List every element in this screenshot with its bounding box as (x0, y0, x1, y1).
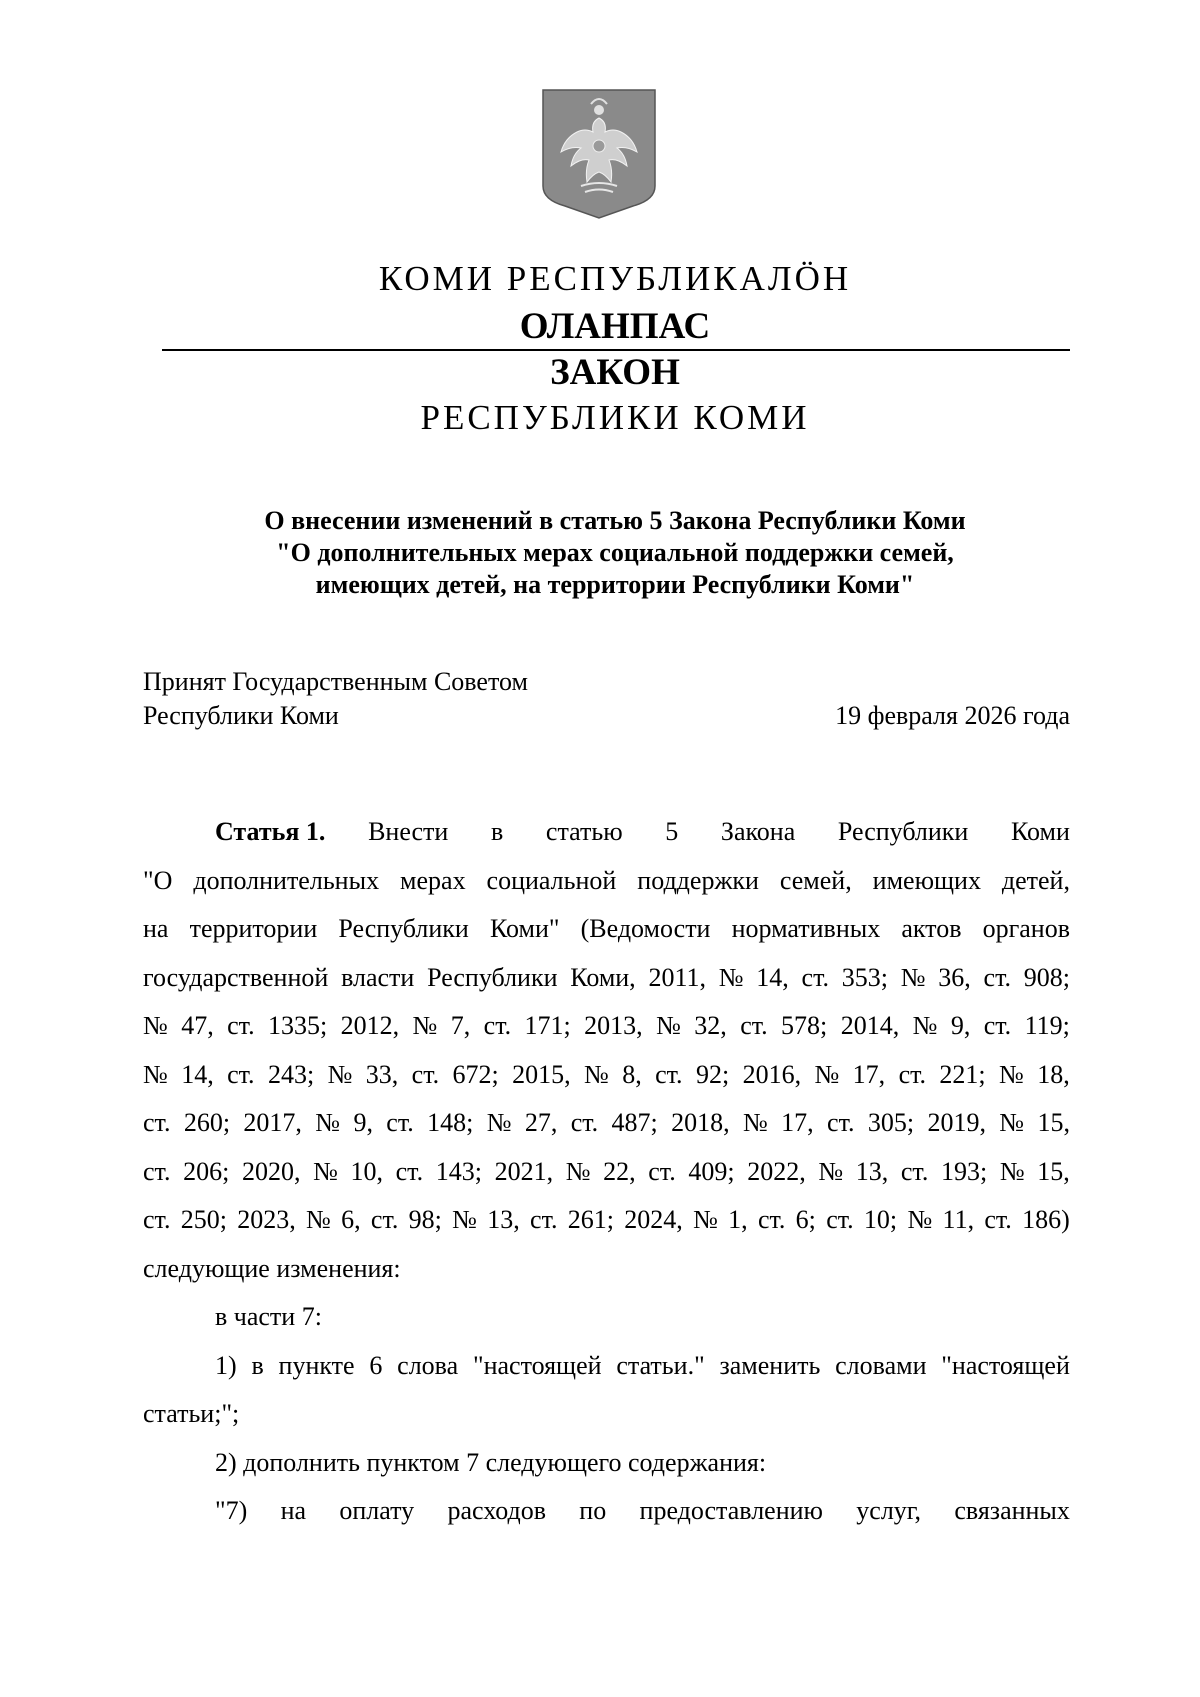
word: 171; (524, 1011, 571, 1040)
word: № (452, 1205, 477, 1234)
word: 2013, (584, 1011, 643, 1040)
word: № (818, 1156, 844, 1186)
adopted-by-line: Республики Коми (143, 701, 339, 730)
word: № (693, 1205, 718, 1234)
word: ст. (570, 1108, 599, 1137)
item-1-continuation: статьи;"; (143, 1399, 240, 1428)
word: 305; (867, 1108, 915, 1137)
word: 18, (1037, 1059, 1070, 1089)
word: 119; (1024, 1011, 1070, 1040)
word: 2024, (624, 1205, 683, 1234)
word: 6; (795, 1205, 816, 1234)
paragraph-line (143, 1051, 1070, 1100)
word: 2016, (742, 1059, 802, 1089)
paragraph-line (143, 905, 1070, 954)
word: № (143, 1011, 168, 1040)
word: 92; (695, 1059, 730, 1089)
law-title-line: О внесении изменений в статью 5 Закона Республики Коми (264, 506, 966, 535)
word: ст. (483, 1011, 512, 1040)
word: 2021, (494, 1156, 554, 1186)
word: ст. (370, 1205, 399, 1234)
word: детей, (1001, 865, 1070, 895)
word: 578; (781, 1011, 828, 1040)
header-divider (162, 349, 1070, 351)
word: ст. (648, 1156, 676, 1186)
word: 2017, (243, 1108, 302, 1137)
word: № (306, 1205, 331, 1234)
word: № (565, 1156, 591, 1186)
word: 2020, (241, 1156, 301, 1186)
law-title (160, 505, 1070, 601)
word: 353; (841, 962, 888, 992)
word: 13, (487, 1205, 520, 1234)
paragraph-line (143, 1148, 1070, 1197)
paragraph-line (143, 954, 1070, 1003)
word: дополнительных (193, 865, 380, 895)
word: 2012, (340, 1011, 400, 1040)
word: № (999, 1108, 1025, 1137)
word: 2014, (840, 1011, 900, 1040)
word: ст. (227, 1059, 255, 1089)
word: социальной (486, 865, 617, 895)
paragraph-line (143, 1002, 1070, 1051)
word: 193; (940, 1156, 988, 1186)
law-heading: ЗАКОН (550, 352, 680, 393)
item-2-line: 2) дополнить пунктом 7 следующего содержания: (215, 1447, 767, 1477)
olanpas-heading: ОЛАНПАС (519, 306, 711, 347)
word: № (584, 1059, 609, 1089)
word: имеющих (872, 865, 981, 895)
paragraph-line (143, 1196, 1070, 1245)
word: 27, (524, 1108, 558, 1137)
word: № (486, 1108, 512, 1137)
word: 47, (181, 1011, 214, 1040)
word: 7, (450, 1011, 471, 1040)
word: ст. (143, 1108, 171, 1137)
word: 8, (622, 1059, 642, 1089)
word: в (490, 817, 504, 846)
word: Коми, (570, 962, 636, 992)
word: ст. (898, 1059, 927, 1089)
word: ст. (984, 1205, 1012, 1234)
word: 672; (452, 1059, 499, 1089)
word: (Ведомости (580, 914, 711, 943)
word: в (251, 1350, 264, 1380)
word: 15, (1037, 1108, 1070, 1137)
word: № (912, 1011, 938, 1040)
word: 22, (603, 1156, 636, 1186)
word: 2023, (237, 1205, 296, 1234)
word: ст. (655, 1059, 683, 1089)
word: слова (397, 1350, 459, 1380)
word: 5 (665, 817, 679, 846)
article-body (143, 808, 1070, 1536)
word: 409; (688, 1156, 735, 1186)
word: статьи." (616, 1350, 705, 1380)
word: семей, (779, 865, 852, 895)
word: 2015, (512, 1059, 571, 1089)
word: ст. (827, 1108, 855, 1137)
word: 14, (181, 1059, 214, 1089)
word: № (718, 962, 744, 992)
word: № (656, 1011, 681, 1040)
word: 1, (728, 1205, 748, 1234)
adoption-block (143, 665, 1070, 733)
law-title-line: "О дополнительных мерах социальной поддержки семей, (276, 538, 954, 567)
word: 143; (435, 1156, 482, 1186)
word: органов (982, 914, 1070, 943)
paragraph-line (143, 857, 1070, 906)
word: ст. (530, 1205, 558, 1234)
paragraph-line (143, 1099, 1070, 1148)
word: услуг, (856, 1496, 922, 1525)
word: актов (901, 914, 962, 943)
word: нормативных (731, 914, 881, 943)
word: 1) (215, 1350, 237, 1380)
word: 2018, (671, 1108, 730, 1137)
word: ст. (900, 1156, 929, 1186)
word: Республики (427, 962, 558, 992)
word: 32, (694, 1011, 727, 1040)
word: территории (189, 914, 318, 943)
word: 17, (781, 1108, 814, 1137)
adopted-by-line: Принят Государственным Советом (143, 667, 528, 696)
word: № (907, 1205, 933, 1234)
word: 148; (427, 1108, 474, 1137)
word: 2011, (648, 962, 706, 992)
word: ст. (143, 1156, 171, 1186)
item-1-line (143, 1342, 1070, 1391)
word: 6 (369, 1350, 383, 1380)
coat-of-arms-emblem (541, 88, 657, 222)
word: связанных (954, 1496, 1070, 1525)
word: 221; (939, 1059, 986, 1089)
adoption-date: 19 февраля 2026 года (835, 701, 1070, 730)
word: "настоящей (472, 1350, 602, 1380)
word: 186) (1022, 1205, 1070, 1234)
word: 9, (950, 1011, 971, 1040)
republic-of-komi-heading: РЕСПУБЛИКИ КОМИ (420, 398, 810, 437)
word: ст. (395, 1156, 424, 1186)
word: 908; (1023, 962, 1070, 992)
word: 17, (852, 1059, 886, 1089)
word: 9, (353, 1108, 373, 1137)
komi-republic-heading: КОМИ РЕСПУБЛИКАЛÖН (378, 259, 852, 298)
word: словами (835, 1350, 927, 1380)
item-7-line (143, 1487, 1070, 1536)
word: 11, (942, 1205, 975, 1234)
word: № (315, 1108, 341, 1137)
word: № (743, 1108, 768, 1137)
word: № (327, 1059, 353, 1089)
word: 33, (365, 1059, 399, 1089)
word: 2019, (927, 1108, 986, 1137)
word: на (143, 914, 169, 943)
word: оплату (339, 1496, 415, 1525)
word: 13, (855, 1156, 889, 1186)
word: № (143, 1059, 168, 1089)
word: Закона (720, 817, 796, 846)
word: № (900, 962, 926, 992)
word: 98; (408, 1205, 442, 1234)
word: ст. (983, 1011, 1012, 1040)
word: № (814, 1059, 840, 1089)
word: 250; (180, 1205, 227, 1234)
word: ст. (983, 962, 1011, 992)
word: расходов (447, 1496, 546, 1525)
word: ст. (143, 1205, 171, 1234)
word: ст. (826, 1205, 854, 1234)
word: предоставлению (639, 1496, 823, 1525)
word: № (999, 1156, 1025, 1186)
article-heading: Статья 1. (215, 817, 326, 846)
word: 206; (183, 1156, 230, 1186)
word: Коми (1010, 817, 1070, 846)
word: мерах (400, 865, 466, 895)
word: 487; (611, 1108, 658, 1137)
word: ст. (411, 1059, 440, 1089)
word: заменить (719, 1350, 821, 1380)
article-first-line (143, 808, 1070, 857)
word: ст. (227, 1011, 255, 1040)
word: ст. (801, 962, 829, 992)
word: Коми" (489, 914, 560, 943)
word: ст. (740, 1011, 768, 1040)
word: № (412, 1011, 438, 1040)
word: поддержки (637, 865, 759, 895)
word: Республики (837, 817, 969, 846)
word: 260; (183, 1108, 231, 1137)
word: Внести (368, 817, 449, 846)
word: 10, (350, 1156, 383, 1186)
word: на (280, 1496, 307, 1525)
word: "настоящей (941, 1350, 1070, 1380)
word: пункте (278, 1350, 355, 1380)
word: "О (143, 865, 173, 895)
word: № (999, 1059, 1024, 1089)
word: 10; (863, 1205, 898, 1234)
word: 2022, (747, 1156, 806, 1186)
word: Республики (338, 914, 469, 943)
word: 243; (267, 1059, 315, 1089)
word: 261; (567, 1205, 614, 1234)
part-7-line: в части 7: (215, 1302, 322, 1331)
law-title-line: имеющих детей, на территории Республики Коми" (315, 570, 915, 599)
word: ст. (757, 1205, 786, 1234)
word: 36, (938, 962, 971, 992)
word: власти (341, 962, 415, 992)
word: 14, (756, 962, 789, 992)
word: "7) (215, 1496, 248, 1525)
paragraph-line: следующие изменения: (143, 1253, 401, 1283)
word: № (313, 1156, 338, 1186)
word: ст. (386, 1108, 414, 1137)
word: государственной (143, 962, 329, 992)
word: 15, (1037, 1156, 1070, 1186)
word: статью (545, 817, 623, 846)
word: 1335; (267, 1011, 328, 1040)
word: по (579, 1496, 607, 1525)
word: 6, (341, 1205, 361, 1234)
